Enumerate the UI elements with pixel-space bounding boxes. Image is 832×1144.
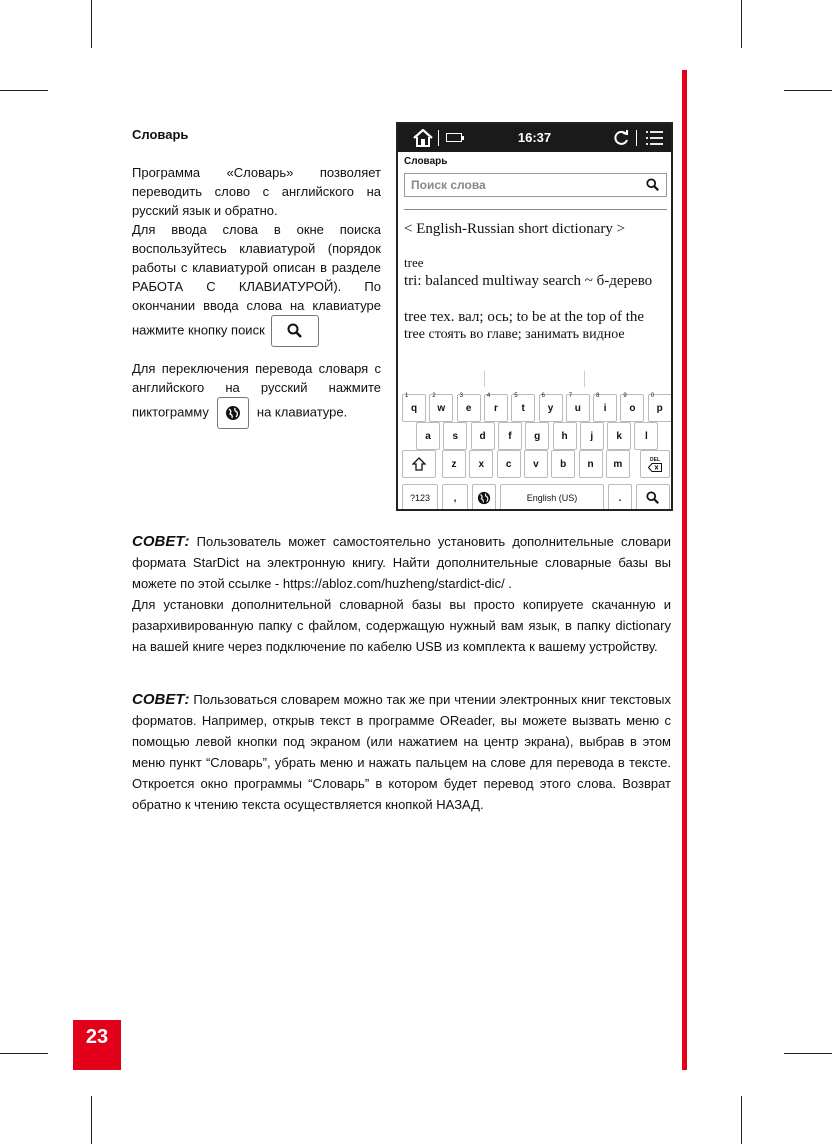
key-digit-hint: 7 (568, 393, 573, 399)
search-icon[interactable] (646, 178, 660, 192)
key-digit-hint: 0 (650, 393, 655, 399)
tip-label: СОВЕТ: (132, 691, 190, 708)
key-label: e (465, 402, 472, 414)
language-switch-key[interactable] (472, 484, 496, 511)
refresh-icon[interactable] (612, 129, 630, 147)
key-t[interactable] (511, 394, 535, 422)
key-label: s (452, 430, 459, 442)
key-v[interactable] (524, 450, 548, 478)
crop-mark (741, 0, 742, 48)
tip-text: Пользоваться словарем можно так же при чтении электронных книг текстовых форматов. Например, открыв текст в программе OReader, вы можете вызвать меню с помощью левой кнопки под экраном (или нажатием на центр экрана), выбрав в этом меню пункт “Словарь”, убрать меню и нажать пальцем на слове для перевода в тексте. Откроется окно программы “Словарь” в котором будет перевод этого слова. Возврат обратно к чтению текста осуществляется кнопкой НАЗАД. (132, 692, 671, 812)
globe-button-illustration (217, 397, 249, 429)
key-digit-hint: 8 (596, 393, 600, 399)
key-label: a (425, 430, 431, 442)
shift-key[interactable] (402, 450, 436, 478)
result-word: tree (404, 255, 424, 270)
key-label: q (410, 402, 418, 414)
key-label: h (561, 430, 568, 442)
key-label: w (437, 402, 446, 414)
key-label: g (534, 430, 541, 442)
search-input[interactable] (404, 173, 667, 197)
key-h[interactable] (553, 422, 577, 450)
key-s[interactable] (443, 422, 467, 450)
globe-icon (225, 405, 241, 421)
key-label: j (590, 430, 594, 442)
key-label: f (508, 430, 512, 442)
key-w[interactable] (429, 394, 453, 422)
crop-mark (91, 1096, 92, 1144)
key-label: b (560, 458, 567, 470)
result-line: tree стоять во главе; занимать видное (404, 327, 625, 342)
key-label: i (603, 402, 607, 414)
search-button-illustration (271, 315, 319, 347)
key-label: y (547, 402, 554, 414)
key-label: n (587, 458, 594, 470)
key-i[interactable] (593, 394, 617, 422)
tip-block (132, 531, 671, 657)
switch-paragraph: Для переключения перевода словаря с английского на русский нажмите пиктограмму на клавиатуре. (132, 359, 381, 429)
intro-column (132, 125, 381, 429)
period-key[interactable]: . (608, 484, 632, 511)
key-label: r (493, 402, 498, 414)
key-d[interactable] (471, 422, 495, 450)
key-q[interactable] (402, 394, 426, 422)
dictionary-name: < English-Russian short dictionary > (404, 221, 626, 237)
key-z[interactable] (442, 450, 466, 478)
key-label: o (629, 402, 636, 414)
key-j[interactable] (580, 422, 604, 450)
key-digit-hint: 6 (541, 393, 545, 399)
section-heading: Словарь (132, 127, 189, 142)
key-f[interactable] (498, 422, 522, 450)
search-icon (646, 491, 660, 505)
delete-key[interactable] (640, 450, 670, 478)
key-label: c (505, 458, 512, 470)
key-label: p (656, 402, 663, 414)
key-p[interactable] (648, 394, 672, 422)
key-digit-hint: 2 (432, 393, 436, 399)
space-key[interactable]: English (US) (500, 484, 604, 511)
tip-block (132, 689, 671, 815)
crop-mark (784, 1053, 832, 1054)
key-digit-hint: 1 (405, 393, 409, 399)
status-bar (398, 124, 671, 152)
key-digit-hint: 3 (459, 393, 463, 399)
key-label: z (451, 458, 457, 470)
intro-paragraph: Программа «Словарь» позволяет переводить слово с английского на русский язык и обратно. (132, 165, 381, 218)
key-c[interactable] (497, 450, 521, 478)
backspace-icon (648, 463, 662, 472)
divider (404, 209, 667, 210)
crop-mark (741, 1096, 742, 1144)
key-digit-hint: 9 (623, 393, 627, 399)
key-e[interactable] (457, 394, 481, 422)
key-label: v (533, 458, 539, 470)
key-r[interactable] (484, 394, 508, 422)
key-label: d (479, 430, 486, 442)
symbols-key[interactable]: ?123 (402, 484, 438, 511)
result-line: tri: balanced multiway search ~ б-дерево (404, 273, 653, 289)
key-digit-hint: 5 (514, 393, 518, 399)
key-y[interactable] (539, 394, 563, 422)
key-label: x (478, 458, 485, 470)
page-number: 23 (73, 1020, 121, 1070)
key-o[interactable] (620, 394, 644, 422)
app-title: Словарь (404, 156, 448, 167)
status-time: 16:37 (517, 130, 552, 145)
tip-label: СОВЕТ: (132, 533, 190, 550)
margin-accent-bar (682, 70, 687, 1070)
translation-result (398, 220, 671, 344)
key-label: k (616, 430, 622, 442)
key-m[interactable] (606, 450, 630, 478)
search-key[interactable] (636, 484, 670, 511)
key-label: l (645, 430, 648, 442)
menu-icon[interactable] (646, 130, 664, 146)
shift-icon (412, 457, 426, 471)
key-label: u (574, 402, 581, 414)
key-label: t (521, 402, 525, 414)
tip-text: Для установки дополнительной словарной базы вы просто копируете скачанную и разархивированную папку с файлом, содержащую нужный вам язык, в папку dictionary на вашей книге через подключение по кабелю USB из комплекта к вашему устройству. (132, 597, 671, 654)
dictionary-screenshot (396, 122, 673, 511)
input-paragraph: Для ввода слова в окне поиска воспользуйтесь клавиатурой (порядок работы с клавиатурой описан в разделе РАБОТА С КЛАВИАТУРОЙ). По окончании ввода слова на клавиатуре нажмите кнопку поиск (132, 220, 381, 347)
key-u[interactable] (566, 394, 590, 422)
scroll-indicator (584, 371, 585, 387)
search-icon (287, 323, 303, 339)
scroll-indicator (484, 371, 485, 387)
key-a[interactable] (416, 422, 440, 450)
key-n[interactable] (579, 450, 603, 478)
tip-text: Пользователь может самостоятельно установить дополнительные словари формата StarDict на электронную книгу. Найти дополнительные словарные базы вы можете по этой ссылке - https://abloz.com/huzheng/stardict-dic/ . (132, 534, 671, 591)
result-line: tree тех. вал; ось; to be at the top of the (404, 309, 645, 325)
key-x[interactable] (469, 450, 493, 478)
status-divider (636, 130, 637, 146)
crop-mark (0, 1053, 48, 1054)
delete-key-label: DEL (650, 456, 660, 463)
key-l[interactable] (634, 422, 658, 450)
key-b[interactable] (551, 450, 575, 478)
search-placeholder: Поиск слова (411, 178, 486, 192)
on-screen-keyboard (400, 392, 669, 507)
globe-icon (477, 491, 491, 505)
crop-mark (91, 0, 92, 48)
key-digit-hint: 4 (486, 393, 491, 399)
crop-mark (784, 90, 832, 91)
crop-mark (0, 90, 48, 91)
key-label: m (613, 458, 623, 470)
comma-key[interactable]: , (442, 484, 468, 511)
key-k[interactable] (607, 422, 631, 450)
key-g[interactable] (525, 422, 549, 450)
